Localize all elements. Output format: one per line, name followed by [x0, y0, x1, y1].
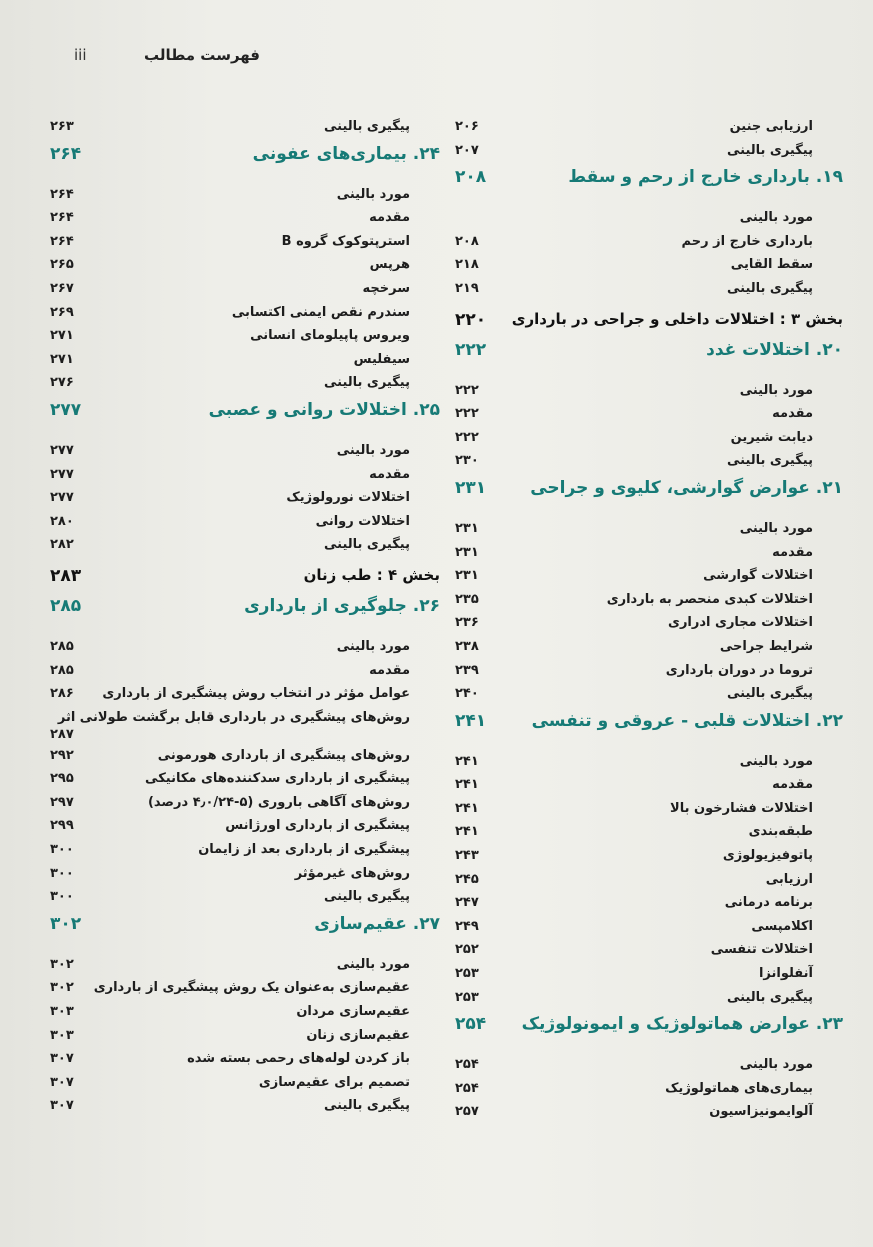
toc-entry-page-number: ۲۸۶ [50, 686, 74, 702]
toc-entry-page-number: ۲۸۰ [50, 513, 74, 529]
toc-entry-page-number: ۲۷۱ [50, 328, 74, 344]
toc-entry [50, 325, 450, 349]
toc-chapter-title: ۲۰. اختلالات غدد [706, 339, 843, 360]
toc-entry [50, 349, 450, 373]
toc-left-column [50, 116, 450, 1216]
toc-entry-page-number: ۲۴۱ [455, 824, 479, 840]
toc-right-column [455, 116, 853, 1216]
toc-entry-page-number: ۳۰۷ [50, 1098, 74, 1114]
toc-entry-page-number: ۲۷۷ [50, 466, 74, 482]
toc-entry-title: روش‌های پیشگیری در بارداری قابل برگشت طولانی اثر [57, 709, 410, 725]
toc-entry-title: مورد بالینی [336, 956, 410, 972]
toc-entry-title: پیگیری بالینی [727, 453, 813, 469]
toc-entry-title: مقدمه [772, 777, 813, 793]
toc-entry-page-number: ۲۵۴ [455, 1080, 479, 1096]
toc-entry [455, 939, 853, 963]
toc-section [50, 558, 450, 592]
toc-entry-page-number: ۲۹۵ [50, 771, 74, 787]
toc-entry-title: روش‌های آگاهی باروری (۵-۴٫۰/۲۴ درصد) [147, 794, 410, 810]
toc-entry-title: مورد بالینی [739, 1057, 813, 1073]
toc-entry [50, 977, 450, 1001]
toc-entry-title: سندرم نقص ایمنی اکتسابی [231, 304, 410, 320]
toc-entry-page-number: ۲۶۴ [50, 233, 74, 249]
toc-entry-page-number: ۲۵۴ [455, 1057, 479, 1073]
toc-entry [50, 660, 450, 684]
toc-section-page-number: ۲۸۳ [50, 565, 82, 586]
toc-entry [455, 660, 853, 684]
toc-entry [50, 231, 450, 255]
toc-entry-page-number: ۲۰۶ [455, 119, 479, 134]
toc-entry-title: مورد بالینی [739, 753, 813, 769]
toc-entry [455, 636, 853, 660]
toc-entry-title: پیشگیری از بارداری بعد از زایمان [198, 842, 410, 858]
toc-entry-title: مقدمه [369, 466, 410, 482]
toc-entry-title: پیگیری بالینی [324, 1098, 410, 1114]
toc-entry-title: شرایط جراحی [719, 638, 813, 654]
toc-entry-title: پیگیری بالینی [727, 142, 813, 158]
toc-entry-page-number: ۳۰۷ [50, 1051, 74, 1067]
toc-entry-page-number: ۲۸۷ [50, 726, 74, 742]
toc-entry-page-number: ۲۶۹ [50, 304, 74, 320]
toc-entry-page-number: ۲۱۸ [455, 257, 479, 273]
toc-entry [455, 565, 853, 589]
toc-chapter [455, 1010, 853, 1040]
toc-entry-page-number: ۲۶۳ [50, 119, 74, 134]
toc-entry [50, 534, 450, 558]
toc-entry [455, 683, 853, 707]
toc-section-title: بخش ۴ : طب زنان [303, 565, 440, 584]
toc-section-page-number: ۲۲۰ [455, 309, 487, 330]
toc-entry-title: پیگیری بالینی [324, 537, 410, 553]
toc-entry-page-number: ۳۰۷ [50, 1074, 74, 1090]
toc-entry-title: عقیم‌سازی مردان [296, 1004, 410, 1020]
toc-entry-page-number: ۲۳۸ [455, 638, 479, 654]
toc-entry-page-number: ۲۳۱ [455, 568, 479, 584]
toc-chapter [50, 396, 450, 426]
toc-entry [50, 1048, 450, 1072]
toc-entry-title: عقیم‌سازی به‌عنوان یک روش پیشگیری از بارداری [93, 980, 410, 996]
toc-section-title: بخش ۳ : اختلالات داخلی و جراحی در بارداری [511, 309, 843, 328]
toc-entry [50, 184, 450, 208]
toc-entry-page-number: ۳۰۲ [50, 980, 74, 996]
toc-entry-title: عقیم‌سازی زنان [306, 1027, 410, 1043]
toc-entry [50, 116, 450, 140]
toc-entry-page-number: ۲۲۲ [455, 406, 479, 422]
toc-entry-page-number: ۳۰۰ [50, 865, 74, 881]
toc-chapter-page-number: ۳۰۲ [50, 913, 82, 934]
toc-chapter [455, 163, 853, 193]
toc-entry-page-number: ۲۳۱ [455, 544, 479, 560]
toc-entry-page-number: ۲۴۱ [455, 777, 479, 793]
toc-chapter-page-number: ۲۳۱ [455, 477, 487, 498]
toc-entry [455, 518, 853, 542]
page-title: فهرست مطالب [144, 46, 260, 64]
toc-entry [455, 1054, 853, 1078]
toc-entry-title: مورد بالینی [739, 520, 813, 536]
toc-entry-page-number: ۲۸۵ [50, 638, 74, 654]
toc-entry [455, 1101, 853, 1125]
toc-entry-page-number: ۳۰۳ [50, 1027, 74, 1043]
toc-entry-page-number: ۲۲۲ [455, 429, 479, 445]
toc-entry-title: پیگیری بالینی [324, 889, 410, 905]
toc-entry-page-number: ۳۰۰ [50, 889, 74, 905]
toc-entry-page-number: ۳۰۲ [50, 956, 74, 972]
toc-entry-page-number: ۲۶۵ [50, 257, 74, 273]
toc-entry-title: مورد بالینی [739, 382, 813, 398]
toc-chapter-title: ۲۴. بیماری‌های عفونی [252, 143, 440, 164]
toc-entry-page-number: ۲۳۰ [455, 453, 479, 469]
toc-chapter [50, 592, 450, 622]
toc-entry-title: سرخچه [362, 280, 410, 296]
toc-entry-page-number: ۲۴۱ [455, 800, 479, 816]
toc-entry-title: دیابت شیرین [730, 429, 813, 445]
toc-entry-page-number: ۲۵۲ [455, 942, 479, 958]
toc-section [455, 302, 853, 336]
toc-entry [50, 278, 450, 302]
toc-entry [50, 464, 450, 488]
toc-entry-title: اختلالات نورولوژیک [286, 490, 410, 506]
toc-entry-title: سقط القایی [730, 257, 813, 273]
toc-entry-page-number: ۲۳۱ [455, 520, 479, 536]
toc-entry [50, 815, 450, 839]
toc-entry-page-number: ۲۴۳ [455, 848, 479, 864]
toc-entry-page-number: ۲۴۵ [455, 871, 479, 887]
page-number: iii [74, 46, 87, 64]
toc-entry-title: مورد بالینی [739, 210, 813, 226]
toc-entry-title: باز کردن لوله‌های رحمی بسته شده [187, 1051, 410, 1067]
toc-entry [50, 207, 450, 231]
toc-chapter-page-number: ۲۰۸ [455, 167, 487, 188]
toc-entry [50, 707, 450, 745]
toc-entry-page-number: ۲۷۷ [50, 442, 74, 458]
toc-entry-page-number: ۲۳۹ [455, 662, 479, 678]
toc-entry [455, 140, 853, 164]
toc-entry-title: بارداری خارج از رحم [681, 233, 813, 249]
toc-entry-title: پیگیری بالینی [324, 375, 410, 391]
toc-entry [50, 372, 450, 396]
toc-entry [455, 821, 853, 845]
toc-entry [50, 302, 450, 326]
toc-entry-page-number: ۲۴۷ [455, 895, 479, 911]
toc-entry [50, 1025, 450, 1049]
toc-entry-title: اختلالات روانی [315, 513, 410, 529]
toc-entry-title: هرپس [369, 257, 410, 273]
toc-entry [50, 683, 450, 707]
toc-entry-title: پیگیری بالینی [324, 119, 410, 134]
toc-entry-page-number: ۲۸۲ [50, 537, 74, 553]
toc-entry-page-number: ۲۹۷ [50, 794, 74, 810]
toc-entry-title: پیشگیری از بارداری سدکننده‌های مکانیکی [145, 771, 410, 787]
toc-entry-page-number: ۲۷۷ [50, 490, 74, 506]
toc-entry-title: ویروس پاپیلومای انسانی [250, 328, 410, 344]
toc-entry-title: مقدمه [369, 210, 410, 226]
toc-entry [455, 254, 853, 278]
toc-entry-title: برنامه درمانی [724, 895, 813, 911]
toc-chapter-page-number: ۲۲۲ [455, 339, 487, 360]
toc-entry-title: روش‌های غیرمؤثر [294, 865, 410, 881]
toc-entry-title: اختلالات مجاری ادراری [668, 615, 813, 631]
toc-entry [455, 427, 853, 451]
toc-entry [50, 636, 450, 660]
toc-entry-page-number: ۲۶۴ [50, 186, 74, 202]
toc-chapter [455, 707, 853, 737]
toc-entry [455, 380, 853, 404]
toc-entry [50, 839, 450, 863]
toc-entry [455, 869, 853, 893]
toc-entry [455, 589, 853, 613]
toc-entry-page-number: ۲۶۴ [50, 210, 74, 226]
toc-chapter [50, 140, 450, 170]
toc-chapter-page-number: ۲۸۵ [50, 595, 82, 616]
toc-entry-title: سیفلیس [353, 351, 410, 367]
toc-entry-title: بیماری‌های هماتولوژیک [665, 1080, 813, 1096]
toc-chapter [455, 474, 853, 504]
toc-entry [50, 768, 450, 792]
toc-entry-title: مقدمه [772, 544, 813, 560]
toc-entry [455, 207, 853, 231]
toc-entry-page-number: ۳۰۰ [50, 842, 74, 858]
toc-entry [455, 751, 853, 775]
toc-entry [455, 403, 853, 427]
toc-entry-page-number: ۳۰۳ [50, 1004, 74, 1020]
toc-entry-page-number: ۲۹۲ [50, 747, 74, 763]
toc-entry-title: اختلالات گوارشی [703, 568, 813, 584]
toc-entry-page-number: ۲۶۷ [50, 280, 74, 296]
toc-entry-title: اختلالات کبدی منحصر به بارداری [606, 591, 813, 607]
toc-entry-page-number: ۲۹۹ [50, 818, 74, 834]
toc-chapter-page-number: ۲۵۴ [455, 1014, 487, 1035]
toc-entry-page-number: ۲۵۷ [455, 1104, 479, 1120]
toc-entry [455, 116, 853, 140]
toc-chapter-title: ۲۷. عقیم‌سازی [314, 913, 440, 934]
toc-entry [455, 798, 853, 822]
toc-entry-title: پیشگیری از بارداری اورژانس [225, 818, 410, 834]
toc-entry [455, 845, 853, 869]
toc-entry [50, 745, 450, 769]
toc-entry-title: تروما در دوران بارداری [665, 662, 813, 678]
toc-entry-title: عوامل مؤثر در انتخاب روش پیشگیری از بارداری [102, 686, 410, 702]
toc-entry-title: پیگیری بالینی [727, 686, 813, 702]
toc-entry [455, 278, 853, 302]
toc-entry-page-number: ۲۲۲ [455, 382, 479, 398]
toc-entry-page-number: ۲۷۶ [50, 375, 74, 391]
toc-entry [455, 916, 853, 940]
toc-entry-page-number: ۲۴۹ [455, 918, 479, 934]
toc-entry-page-number: ۲۳۶ [455, 615, 479, 631]
toc-entry [455, 892, 853, 916]
toc-chapter-title: ۱۹. بارداری خارج از رحم و سقط [568, 167, 843, 188]
toc-entry [455, 231, 853, 255]
toc-chapter-title: ۲۶. جلوگیری از بارداری [244, 595, 440, 616]
toc-entry-title: مقدمه [369, 662, 410, 678]
toc-chapter [455, 336, 853, 366]
toc-entry-title: اکلامپسی [751, 918, 813, 934]
toc-entry-page-number: ۲۳۵ [455, 591, 479, 607]
toc-entry-title: پاتوفیزیولوژی [722, 848, 813, 864]
toc-entry-title: مورد بالینی [336, 442, 410, 458]
toc-entry [50, 954, 450, 978]
toc-entry-title: اختلالات تنفسی [710, 942, 813, 958]
toc-entry [50, 511, 450, 535]
toc-entry-title: ارزیابی جنین [729, 119, 813, 134]
toc-entry [50, 440, 450, 464]
toc-entry [50, 792, 450, 816]
toc-entry [455, 542, 853, 566]
toc-entry-page-number: ۲۷۱ [50, 351, 74, 367]
toc-entry [50, 254, 450, 278]
toc-entry-page-number: ۲۵۳ [455, 966, 479, 982]
toc-chapter-page-number: ۲۶۴ [50, 143, 82, 164]
toc-entry-title: پیگیری بالینی [727, 280, 813, 296]
toc-entry [455, 1078, 853, 1102]
toc-entry-title: ارزیابی [765, 871, 813, 887]
toc-entry-title: آلوایمونیزاسیون [709, 1104, 813, 1120]
toc-entry-title: اختلالات فشارخون بالا [670, 800, 813, 816]
toc-entry [455, 450, 853, 474]
toc-chapter-title: ۲۲. اختلالات قلبی - عروقی و تنفسی [531, 710, 843, 731]
toc-chapter-title: ۲۵. اختلالات روانی و عصبی [208, 399, 440, 420]
toc-entry-page-number: ۲۰۷ [455, 142, 479, 158]
toc-chapter-title: ۲۳. عوارض هماتولوژیک و ایمونولوژیک [521, 1014, 843, 1035]
toc-entry-title: مورد بالینی [336, 638, 410, 654]
toc-entry [455, 987, 853, 1011]
toc-entry-title: پیگیری بالینی [727, 989, 813, 1005]
toc-entry-page-number: ۲۴۰ [455, 686, 479, 702]
toc-entry-title: مورد بالینی [336, 186, 410, 202]
toc-entry [50, 487, 450, 511]
toc-entry-title: روش‌های پیشگیری از بارداری هورمونی [157, 747, 410, 763]
toc-entry-title: طبقه‌بندی [748, 824, 813, 840]
toc-chapter-page-number: ۲۴۱ [455, 710, 487, 731]
toc-entry-title: تصمیم برای عقیم‌سازی [258, 1074, 410, 1090]
toc-entry [455, 774, 853, 798]
toc-chapter [50, 910, 450, 940]
toc-entry-title: آنفلوانزا [758, 966, 813, 982]
toc-entry-title: استرپتوکوک گروه B [281, 233, 410, 249]
page-header [60, 46, 260, 70]
toc-entry-page-number: ۲۴۱ [455, 753, 479, 769]
toc-entry [455, 612, 853, 636]
toc-entry-page-number: ۲۱۹ [455, 280, 479, 296]
toc-chapter-page-number: ۲۷۷ [50, 399, 82, 420]
toc-entry [50, 863, 450, 887]
toc-entry [50, 1001, 450, 1025]
toc-entry [50, 1095, 450, 1119]
toc-entry-title: مقدمه [772, 406, 813, 422]
toc-entry-page-number: ۲۰۸ [455, 233, 479, 249]
toc-entry [50, 1072, 450, 1096]
toc-entry-page-number: ۲۸۵ [50, 662, 74, 678]
toc-chapter-title: ۲۱. عوارض گوارشی، کلیوی و جراحی [530, 477, 843, 498]
toc-entry-page-number: ۲۵۳ [455, 989, 479, 1005]
toc-entry [455, 963, 853, 987]
toc-entry [50, 886, 450, 910]
